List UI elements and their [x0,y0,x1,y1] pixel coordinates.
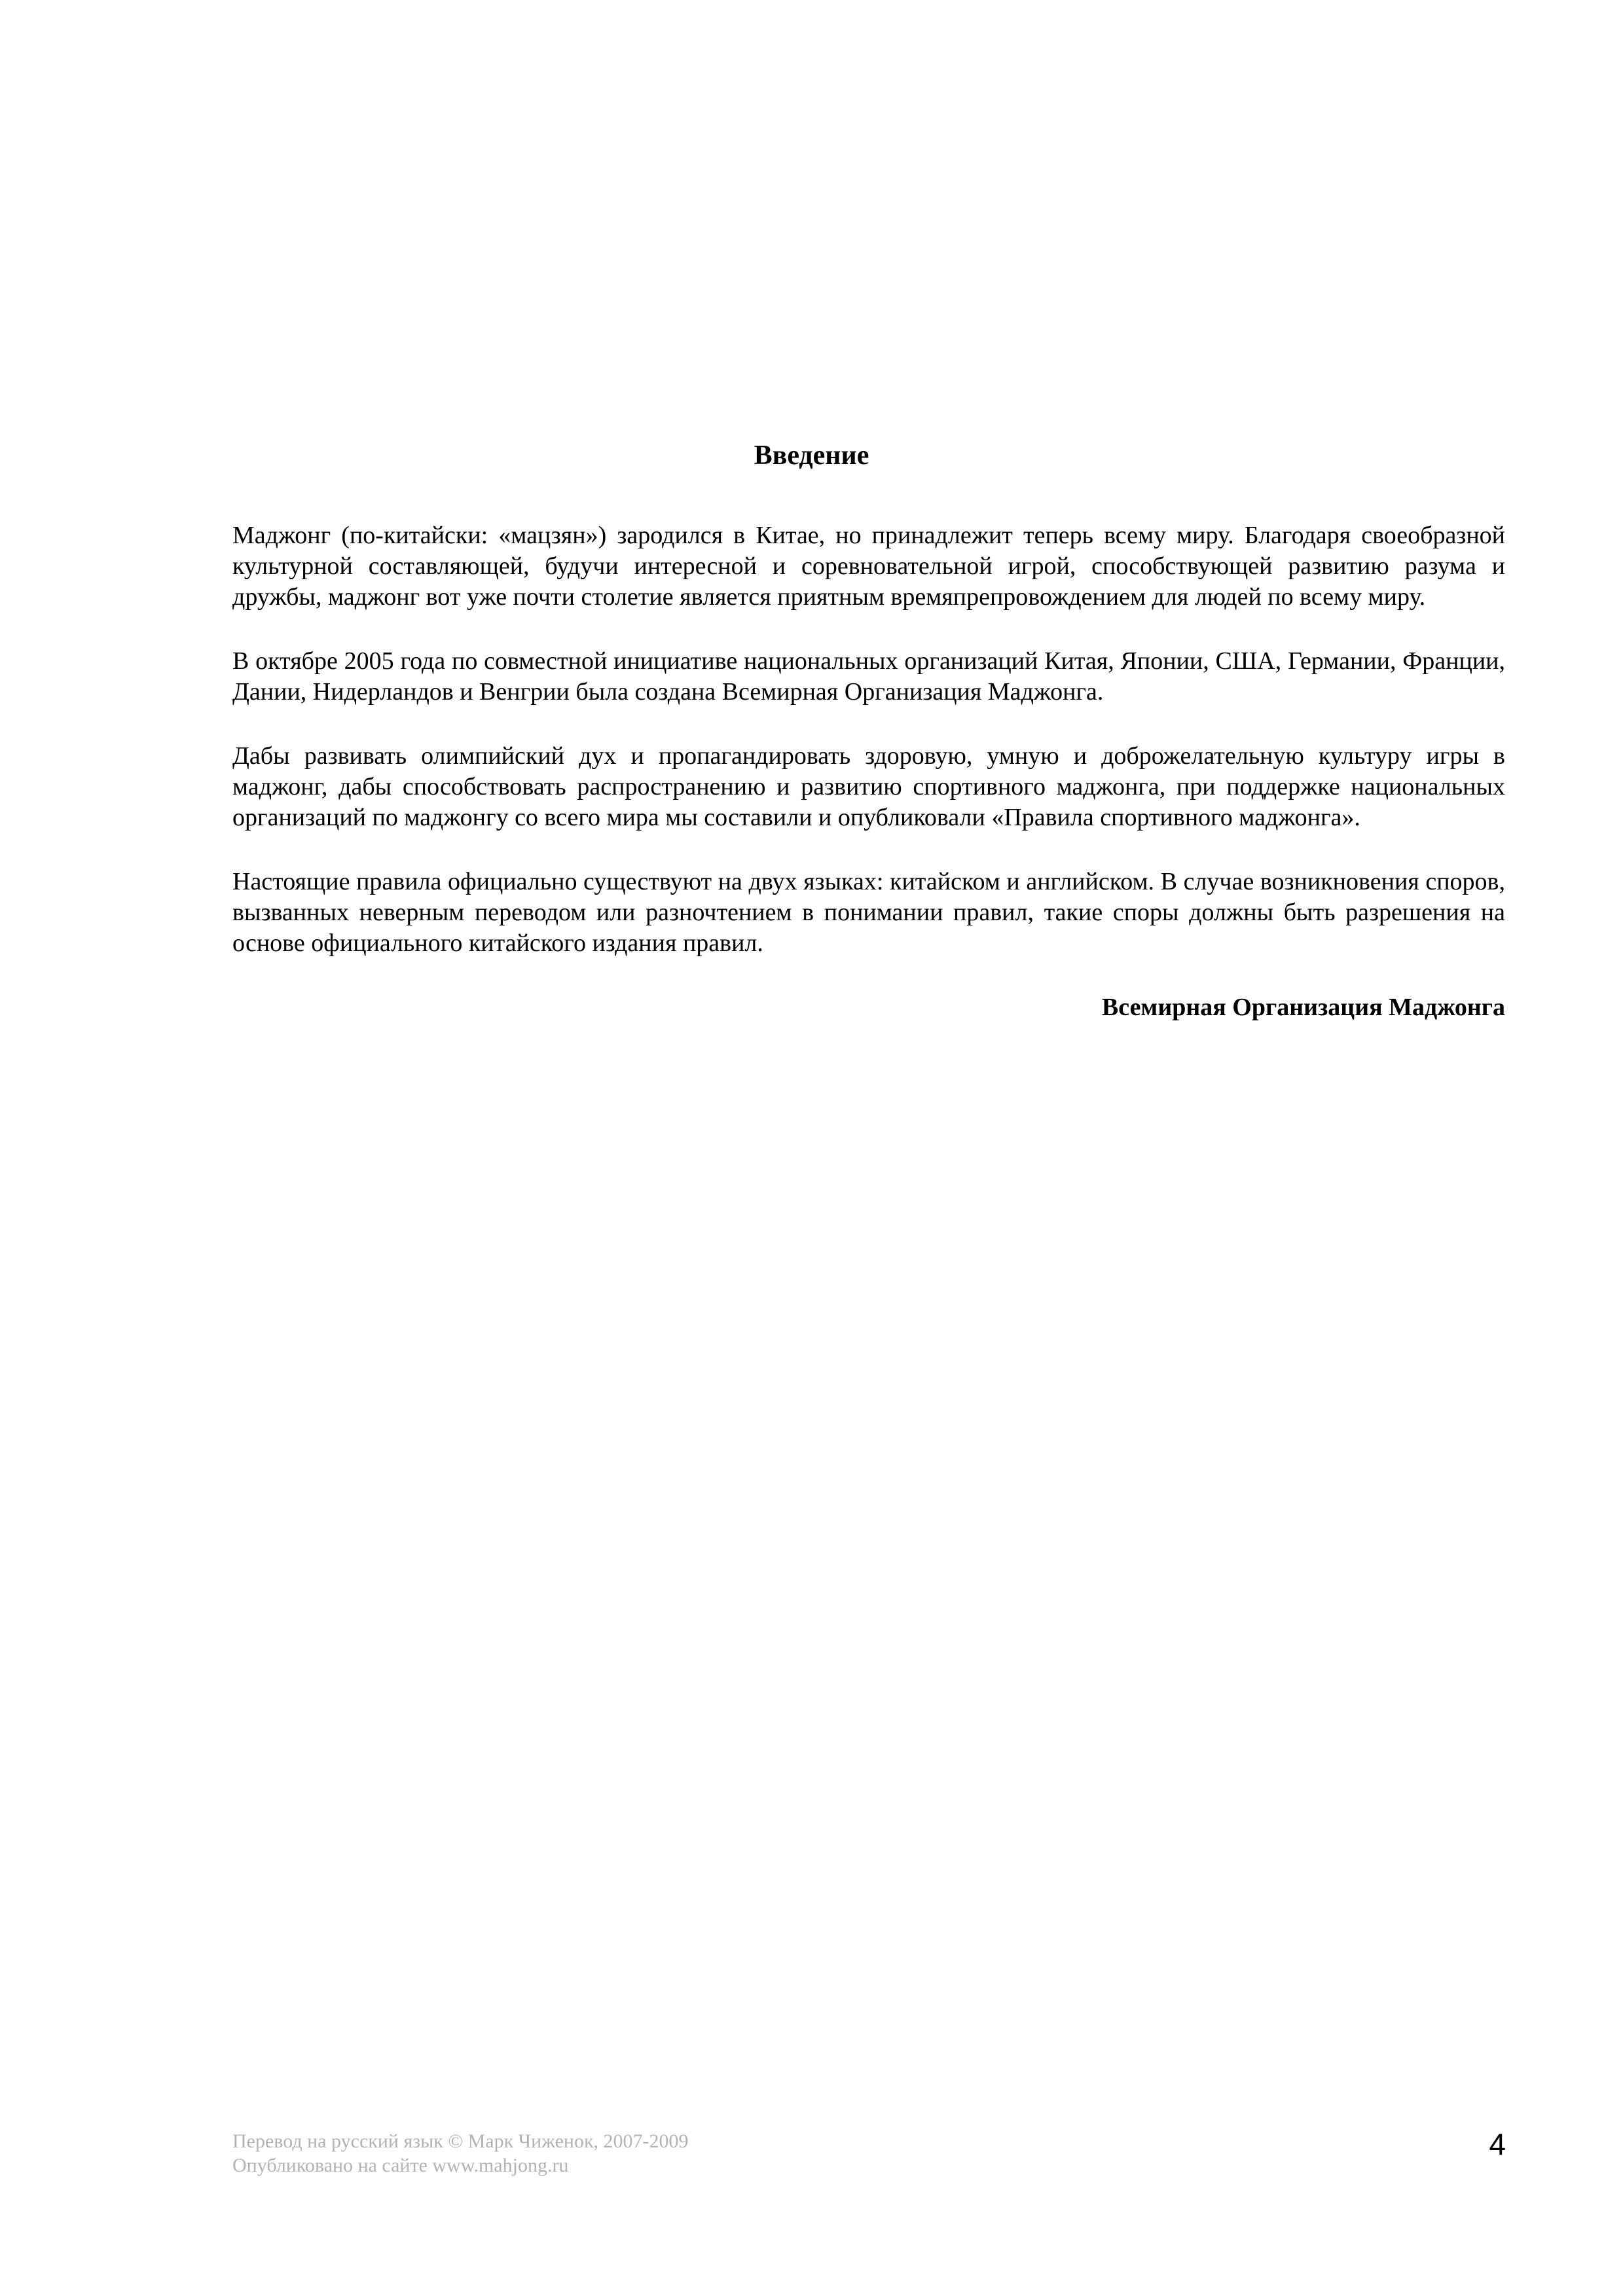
page-number: 4 [1489,2127,1506,2161]
paragraph-purpose: Дабы развивать олимпийский дух и пропагандировать здоровую, умную и доброжелательную культуру игры в маджонг, дабы способствовать распространению и развитию спортивного маджонга, при поддержке национальных организаций по маджонгу со всего мира мы составили и опубликовали «Правила спортивного маджонга». [232,742,1505,831]
page-title: Введение [754,440,869,471]
paragraph-founding: В октябре 2005 года по совместной инициативе национальных организаций Китая, Японии, США, Германии, Франции, Дании, Нидерландов и Венгрии была создана Всемирная Организация Маджонга. [232,647,1505,706]
footer-credit [232,2129,689,2178]
publication-credit: Опубликовано на сайте www.mahjong.ru [232,2155,569,2176]
paragraph-intro: Маджонг (по-китайски: «мацзян») зародился в Китае, но принадлежит теперь всему миру. Благодаря своеобразной культурной составляющей, будучи интересной и соревновательной игрой, способствующей развитию разума и дружбы, маджонг вот уже почти столетие является приятным времяпрепровождением для людей по всему миру. [232,522,1505,611]
signature: Всемирная Организация Маджонга [1101,994,1505,1021]
document-body [232,520,1505,1023]
translation-credit: Перевод на русский язык © Марк Чиженок, 2007-2009 [232,2130,689,2152]
paragraph-languages: Настоящие правила официально существуют на двух языках: китайском и английском. В случае возникновения споров, вызванных неверным переводом или разночтением в понимании правил, такие споры должны быть разрешения на основе официального китайского издания правил. [232,868,1505,957]
